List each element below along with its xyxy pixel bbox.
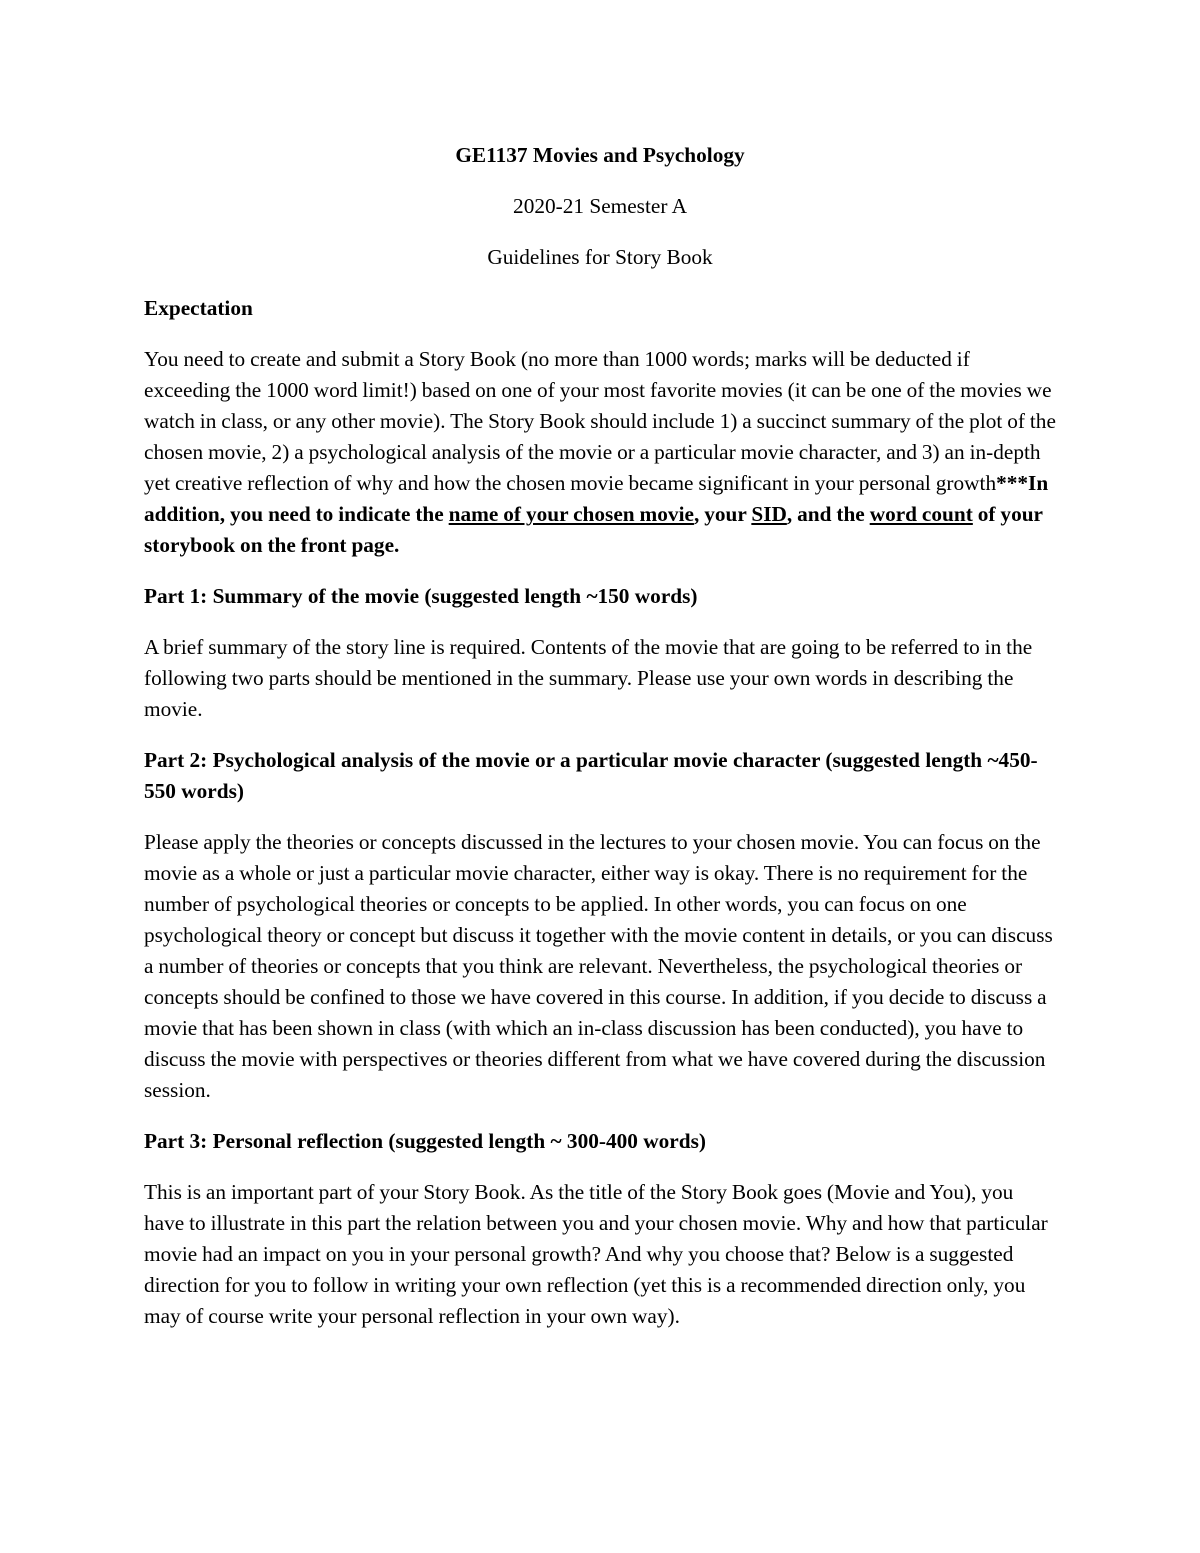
document-content [144, 140, 1056, 1352]
requirement-separator-1: , your [693, 502, 752, 526]
expectation-heading: Expectation [144, 296, 253, 320]
expectation-text: You need to create and submit a Story Book (no more than 1000 words; marks will be deducted if exceeding the 1000 word limit!) based on one of your most favorite movies (it can be one of the movies we watch in class, or any other movie). The Story Book should include 1) a succinct summary of the plot of the chosen movie, 2) a psychological analysis of the movie or a particular movie character, and 3) an in-depth yet creative reflection of why and how the chosen movie became significant in your personal growth [144, 347, 1056, 495]
part3-paragraph: This is an important part of your Story Book. As the title of the Story Book goes (Movie and You), you have to illustrate in this part the relation between you and your chosen movie. Why and how that particular movie had an impact on you in your personal growth? And why you choose that? Below is a suggested direction for you to follow in writing your own reflection (yet this is a recommended direction only, you may of course write your personal reflection in your own way). [144, 1180, 1048, 1328]
requirement-intro: ***In addition, you need to indicate the [144, 471, 1049, 526]
part1-paragraph: A brief summary of the story line is required. Contents of the movie that are going to be referred to in the following two parts should be mentioned in the summary. Please use your own words in describing the movie. [144, 635, 1033, 721]
part1-heading: Part 1: Summary of the movie (suggested length ~150 words) [144, 584, 698, 608]
semester-line: 2020-21 Semester A [513, 194, 687, 218]
requirement-word-count: word count [869, 502, 973, 526]
requirement-movie-name: name of your chosen movie [448, 502, 694, 526]
part2-heading: Part 2: Psychological analysis of the movie or a particular movie character (suggested length ~450-550 words) [144, 748, 1038, 803]
course-title: GE1137 Movies and Psychology [455, 143, 745, 167]
part2-paragraph: Please apply the theories or concepts discussed in the lectures to your chosen movie. You can focus on the movie as a whole or just a particular movie character, either way is okay. There is no requirement for the number of psychological theories or concepts to be applied. In other words, you can focus on one psychological theory or concept but discuss it together with the movie content in details, or you can discuss a number of theories or concepts that you think are relevant. Nevertheless, the psychological theories or concepts should be confined to those we have covered in this course. In addition, if you decide to discuss a movie that has been shown in class (with which an in-class discussion has been conducted), you have to discuss the movie with perspectives or theories different from what we have covered during the discussion session. [144, 830, 1053, 1102]
part3-heading: Part 3: Personal reflection (suggested length ~ 300-400 words) [144, 1129, 706, 1153]
requirement-end: of your storybook on the front page. [144, 502, 1043, 557]
requirement-sid: SID [751, 502, 787, 526]
expectation-paragraph [144, 344, 1056, 561]
document-title: Guidelines for Story Book [487, 245, 713, 269]
requirement-separator-2: , and the [786, 502, 870, 526]
